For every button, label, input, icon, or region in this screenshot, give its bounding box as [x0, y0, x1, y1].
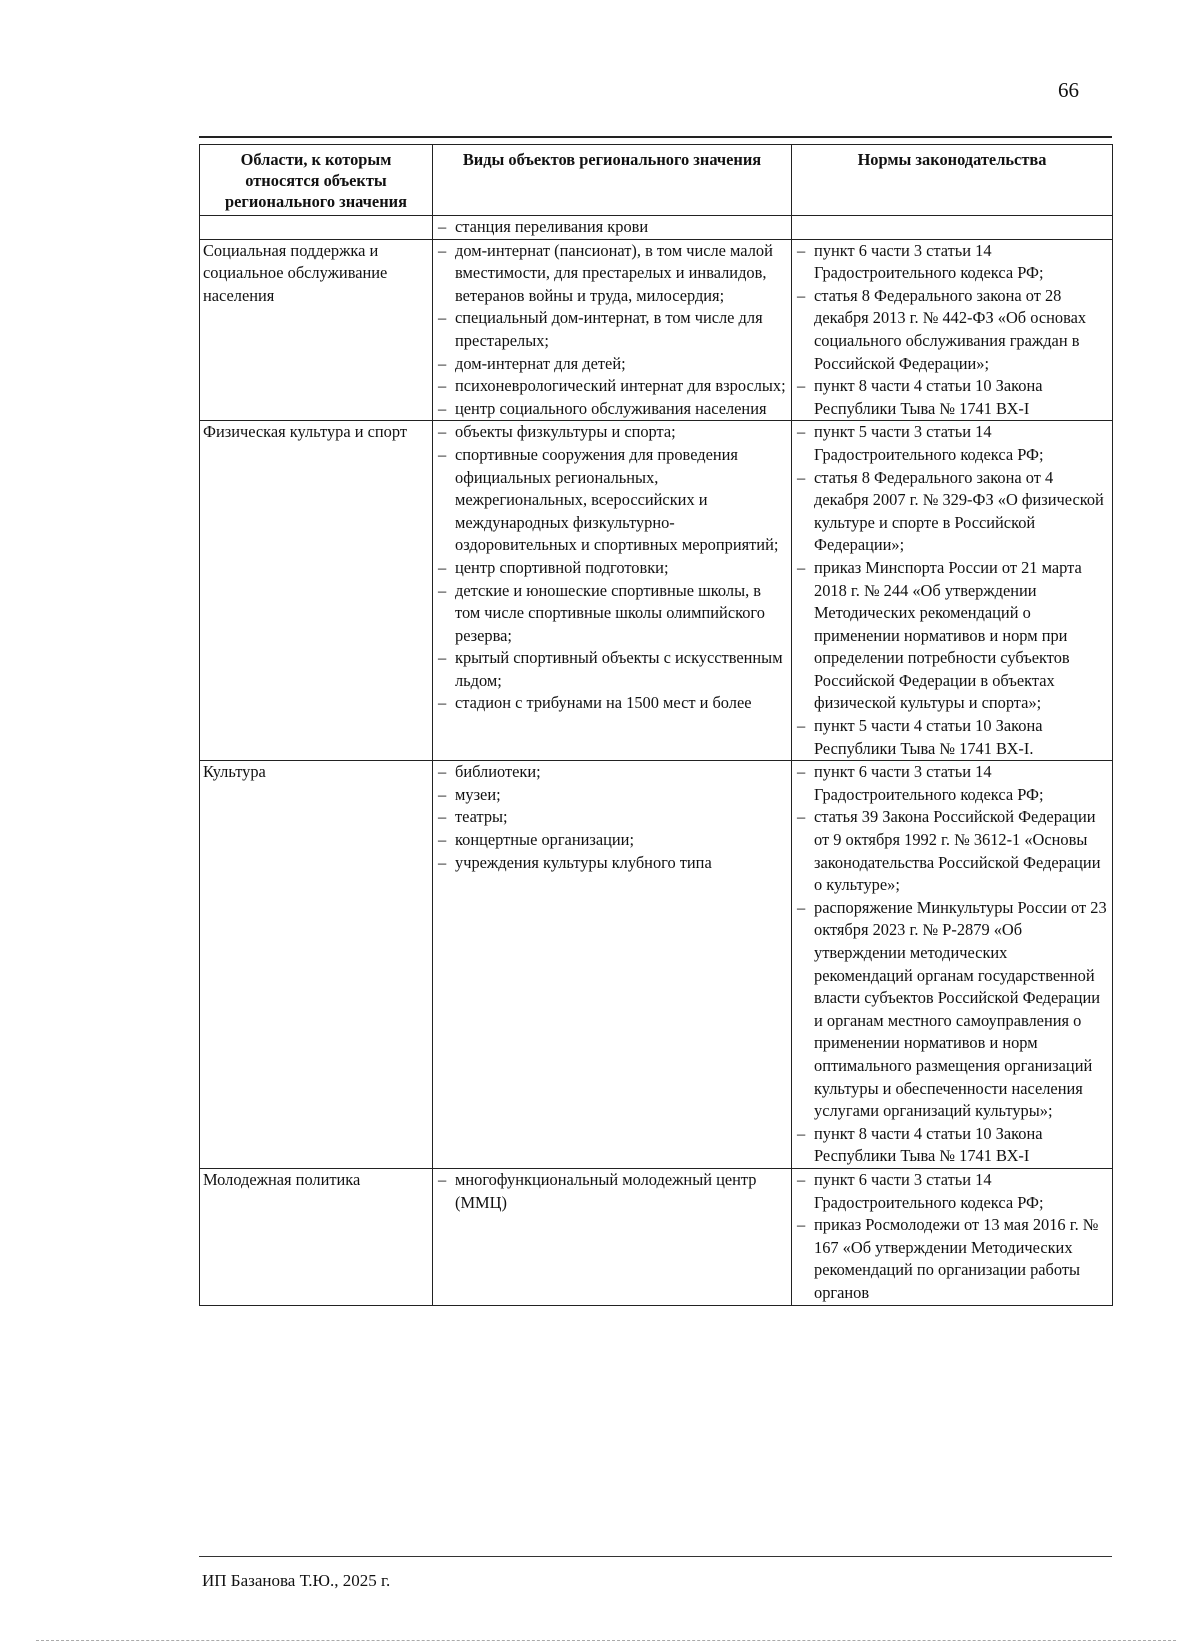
footer-text: ИП Базанова Т.Ю., 2025 г. [202, 1571, 391, 1590]
objects-cell [433, 239, 792, 421]
header-rule [199, 136, 1112, 138]
list-item: – учреждения культуры клубного типа [455, 852, 788, 875]
norms-cell [792, 761, 1113, 1169]
list-item: – спортивные сооружения для проведения официальных региональных, межрегиональных, всероссийских и международных физкультурно-оздоровительных и спортивных мероприятий; [455, 444, 788, 557]
list-item: – приказ Минспорта России от 21 марта 2018 г. № 244 «Об утверждении Методических рекомендаций о применении нормативов и норм при определении потребности субъектов Российской Федерации в объектах физической культуры и спорта»; [814, 557, 1109, 715]
area-cell [200, 216, 433, 240]
norms-list [795, 1169, 1109, 1305]
table-row-continuation [200, 216, 1113, 240]
objects-list [436, 240, 788, 421]
list-item: – музеи; [455, 784, 788, 807]
list-item: – пункт 6 части 3 статьи 14 Градостроительного кодекса РФ; [814, 1169, 1109, 1214]
objects-list [436, 216, 788, 239]
list-item: – концертные организации; [455, 829, 788, 852]
list-item: – пункт 6 части 3 статьи 14 Градостроительного кодекса РФ; [814, 240, 1109, 285]
objects-list [436, 761, 788, 874]
norms-list [795, 761, 1109, 1168]
list-item: – статья 8 Федерального закона от 28 декабря 2013 г. № 442-ФЗ «Об основах социального обслуживания граждан в Российской Федерации»; [814, 285, 1109, 375]
list-item: – специальный дом-интернат, в том числе для престарелых; [455, 307, 788, 352]
column-header-object-types: Виды объектов регионального значения [433, 145, 792, 216]
list-item: – дом-интернат для детей; [455, 353, 788, 376]
list-item: – пункт 6 части 3 статьи 14 Градостроительного кодекса РФ; [814, 761, 1109, 806]
table-header-row [200, 145, 1113, 216]
area-cell: Физическая культура и спорт [200, 421, 433, 761]
list-item: – крытый спортивный объекты с искусственным льдом; [455, 647, 788, 692]
column-header-areas: Области, к которым относятся объекты регионального значения [200, 145, 433, 216]
list-item: – статья 8 Федерального закона от 4 декабря 2007 г. № 329-ФЗ «О физической культуре и спорте в Российской Федерации»; [814, 467, 1109, 557]
footer-rule [199, 1556, 1112, 1557]
objects-cell [433, 421, 792, 761]
list-item: – приказ Росмолодежи от 13 мая 2016 г. № 167 «Об утверждении Методических рекомендаций по организации работы органов [814, 1214, 1109, 1304]
scan-edge-marks [36, 1640, 1176, 1643]
regional-objects-table [199, 144, 1113, 1306]
list-item: – библиотеки; [455, 761, 788, 784]
norms-list [795, 240, 1109, 421]
list-item: – пункт 8 части 4 статьи 10 Закона Республики Тыва № 1741 ВХ-I [814, 375, 1109, 420]
list-item: – психоневрологический интернат для взрослых; [455, 375, 788, 398]
list-item: – детские и юношеские спортивные школы, в том числе спортивные школы олимпийского резерва; [455, 580, 788, 648]
norms-cell [792, 216, 1113, 240]
list-item: – стадион с трибунами на 1500 мест и более [455, 692, 788, 715]
norms-cell [792, 421, 1113, 761]
norms-cell [792, 239, 1113, 421]
objects-cell [433, 216, 792, 240]
list-item: – театры; [455, 806, 788, 829]
list-item: – дом-интернат (пансионат), в том числе малой вместимости, для престарелых и инвалидов, ветеранов войны и труда, милосердия; [455, 240, 788, 308]
objects-cell [433, 1168, 792, 1305]
list-item: – пункт 5 части 3 статьи 14 Градостроительного кодекса РФ; [814, 421, 1109, 466]
objects-list [436, 1169, 788, 1214]
norms-cell [792, 1168, 1113, 1305]
table-row [200, 761, 1113, 1169]
objects-list [436, 421, 788, 715]
list-item: – пункт 5 части 4 статьи 10 Закона Республики Тыва № 1741 ВХ-I. [814, 715, 1109, 760]
column-header-legislation: Нормы законодательства [792, 145, 1113, 216]
list-item: – центр спортивной подготовки; [455, 557, 788, 580]
area-cell: Молодежная политика [200, 1168, 433, 1305]
page-number: 66 [1058, 78, 1079, 102]
area-cell: Социальная поддержка и социальное обслуживание населения [200, 239, 433, 421]
list-item: – центр социального обслуживания населения [455, 398, 788, 421]
list-item: – статья 39 Закона Российской Федерации от 9 октября 1992 г. № 3612-1 «Основы законодательства Российской Федерации о культуре»; [814, 806, 1109, 896]
list-item: – распоряжение Минкультуры России от 23 октября 2023 г. № Р-2879 «Об утверждении методических рекомендаций органам государственной власти субъектов Российской Федерации и органам местного самоуправления о применении нормативов и норм оптимального размещения организаций культуры и обеспеченности населения услугами организаций культуры»; [814, 897, 1109, 1123]
list-item: – пункт 8 части 4 статьи 10 Закона Республики Тыва № 1741 ВХ-I [814, 1123, 1109, 1168]
table-row [200, 421, 1113, 761]
list-item: – объекты физкультуры и спорта; [455, 421, 788, 444]
objects-cell [433, 761, 792, 1169]
table-row [200, 239, 1113, 421]
list-item: – станция переливания крови [455, 216, 788, 239]
list-item: – многофункциональный молодежный центр (ММЦ) [455, 1169, 788, 1214]
table-row [200, 1168, 1113, 1305]
norms-list [795, 421, 1109, 760]
area-cell: Культура [200, 761, 433, 1169]
